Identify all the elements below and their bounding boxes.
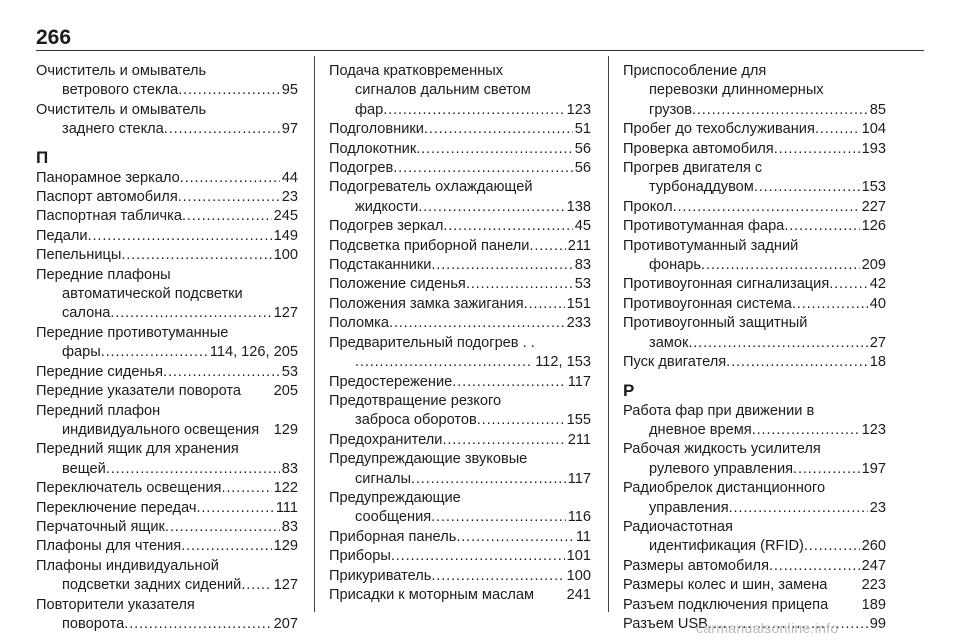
dot-leader: [769, 557, 860, 576]
index-entry: [36, 440, 298, 479]
index-entry-text: подсветки задних сидений: [62, 577, 242, 594]
index-entry-text: Очиститель и омыватель: [36, 101, 207, 118]
index-entry-text: Переключение передач: [36, 499, 197, 516]
index-entry-text: Подсветка приборной панели: [329, 237, 530, 254]
dot-leader: [477, 411, 565, 430]
index-entry: [623, 140, 886, 159]
index-page-ref: 209: [861, 257, 886, 274]
index-entry-text: Передний плафон: [36, 402, 161, 419]
index-page-ref: 51: [574, 121, 591, 138]
header-rule: [36, 50, 924, 51]
index-entry: [329, 140, 591, 159]
index-entry-text: Предохранители: [329, 431, 443, 448]
index-entry-text: Плафоны для чтения: [36, 538, 182, 555]
index-entry: [36, 246, 298, 265]
index-entry: [623, 557, 886, 576]
index-entry: [329, 237, 591, 256]
index-entry-text: фары: [62, 344, 101, 361]
index-entry: [329, 392, 591, 431]
index-entry-text: ветрового стекла: [62, 82, 179, 99]
index-page-ref: 104: [861, 121, 886, 138]
dot-leader: [793, 460, 860, 479]
index-page-ref: 207: [273, 615, 298, 632]
index-entry-text: Приборы: [329, 548, 391, 565]
index-entry-text: Очиститель и омыватель: [36, 63, 207, 79]
dot-leader: [443, 217, 572, 236]
index-entry: [329, 567, 591, 586]
index-entry: [623, 402, 886, 441]
index-entry-text: Предварительный подогрев . .: [329, 334, 535, 351]
dot-leader: [774, 140, 860, 159]
index-page-ref: 100: [566, 567, 591, 584]
dot-leader: [442, 431, 565, 450]
index-entry-text: сигналы: [355, 470, 411, 487]
index-entry: [623, 518, 886, 557]
index-entry-text: Прикуриватель: [329, 567, 432, 584]
index-entry-text: замок: [649, 334, 689, 351]
dot-leader: [452, 373, 565, 392]
index-page-ref: 149: [273, 227, 298, 244]
index-page-ref: 56: [574, 160, 591, 177]
index-page-ref: 11: [575, 528, 591, 545]
index-page-ref: 211: [567, 431, 591, 448]
index-entry: [623, 275, 886, 294]
index-page-ref: 99: [869, 615, 886, 632]
index-entry: [329, 295, 591, 314]
index-entry: [329, 275, 591, 294]
dot-leader: [196, 499, 273, 518]
index-page-ref: 114, 126, 205: [209, 344, 298, 361]
index-entry-text: поворота: [62, 615, 125, 632]
index-entry-text: Противотуманная фара: [623, 218, 785, 235]
index-entry-text: Размеры автомобиля: [623, 557, 769, 574]
index-page-ref: 112, 153: [535, 354, 591, 371]
index-entry-text: Передние указатели поворота: [36, 383, 242, 400]
index-page-ref: 101: [566, 548, 591, 565]
index-entry-text: Переключатель освещения: [36, 480, 222, 497]
index-page-ref: 117: [567, 373, 591, 390]
index-page-ref: 138: [566, 198, 591, 215]
index-entry-text: Пепельницы: [36, 247, 122, 264]
index-entry-text: Предупреждающие: [329, 489, 461, 506]
index-entry-text: Предостережение: [329, 373, 453, 390]
index-page-ref: 127: [273, 577, 298, 594]
column-divider: [608, 56, 609, 612]
index-page-ref: 260: [861, 538, 886, 555]
dot-leader: [424, 120, 573, 139]
index-entry: [36, 188, 298, 207]
index-entry-text: салона: [62, 305, 111, 322]
index-page-ref: 153: [861, 179, 886, 196]
index-page-ref: 53: [281, 363, 298, 380]
index-entry-text: Приборная панель: [329, 528, 457, 545]
dot-leader: [524, 295, 565, 314]
index-entry: [329, 256, 591, 275]
index-entry-text: Размеры колес и шин, замена: [623, 577, 828, 594]
index-entry: [623, 62, 886, 120]
index-page-ref: 83: [281, 460, 298, 477]
index-entry-text: Работа фар при движении в: [623, 402, 815, 419]
dot-leader: [692, 101, 868, 120]
index-page-ref: 85: [869, 101, 886, 118]
dot-leader: [165, 518, 280, 537]
index-page-ref: 205: [273, 383, 298, 400]
index-entry-text: Плафоны индивидуальной: [36, 557, 219, 574]
dot-leader: [815, 120, 860, 139]
index-page-ref: 155: [566, 412, 591, 429]
index-entry: [623, 159, 886, 198]
index-page-ref: 189: [861, 596, 886, 613]
dot-leader: [101, 343, 208, 362]
dot-leader: [726, 353, 868, 372]
index-entry-text: Рабочая жидкость усилителя: [623, 441, 821, 458]
index-page-ref: 245: [273, 208, 298, 225]
dot-leader: [182, 207, 272, 226]
index-entry: [623, 440, 886, 479]
index-page-ref: 126: [861, 218, 886, 235]
index-entry-text: Пуск двигателя: [623, 354, 727, 371]
dot-leader: [431, 508, 566, 527]
index-page-ref: 227: [861, 198, 886, 215]
index-column-3: [623, 62, 886, 634]
dot-leader: [416, 140, 573, 159]
index-entry-text: Противоугонная сигнализация: [623, 276, 830, 293]
index-entry-text: Присадки к моторным маслам: [329, 586, 535, 603]
dot-leader: [701, 256, 860, 275]
dot-leader: [124, 615, 271, 634]
dot-leader: [529, 237, 565, 256]
dot-leader: [163, 363, 280, 382]
index-page-ref: 211: [567, 237, 591, 254]
index-entry-text: Разъем USB: [623, 615, 708, 632]
dot-leader: [673, 198, 860, 217]
index-entry-text: Предупреждающие звуковые: [329, 451, 528, 468]
index-page-ref: 233: [566, 315, 591, 332]
index-entry: [36, 596, 298, 635]
index-entry: [36, 402, 298, 441]
index-entry-text: Повторители указателя: [36, 596, 195, 613]
dot-leader: [411, 470, 566, 489]
page-number: 266: [36, 26, 72, 49]
dot-leader: [241, 576, 271, 595]
index-entry: [329, 547, 591, 566]
index-entry-text: Паспорт автомобиля: [36, 189, 178, 206]
index-page-ref: 97: [281, 121, 298, 138]
dot-leader: [456, 528, 574, 547]
index-page-ref: 197: [861, 460, 886, 477]
index-entry: [329, 217, 591, 236]
index-entry: [329, 178, 591, 217]
dot-leader: [181, 537, 271, 556]
dot-leader: [391, 547, 565, 566]
dot-leader: [106, 460, 280, 479]
index-entry-text: Подголовники: [329, 121, 424, 138]
dot-leader: [180, 169, 280, 188]
index-letter-heading: П: [36, 147, 49, 167]
index-page-ref: 123: [566, 101, 591, 118]
index-entry-text: сообщения: [355, 509, 432, 526]
index-entry: [329, 334, 591, 373]
index-entry: [36, 169, 298, 188]
index-entry-text: Передние плафоны: [36, 266, 171, 283]
index-entry-text: рулевого управления: [649, 460, 794, 477]
index-entry: [329, 120, 591, 139]
index-entry: [36, 227, 298, 246]
index-entry-text: фонарь: [649, 257, 702, 274]
index-entry-text: заброса оборотов: [355, 412, 477, 429]
dot-leader: [431, 256, 572, 275]
index-entry-text: Положения замка зажигания: [329, 295, 524, 312]
index-entry-text: Подлокотник: [329, 140, 417, 157]
index-page-ref: 23: [869, 499, 886, 516]
dot-leader: [389, 314, 565, 333]
index-entry: [36, 324, 298, 363]
index-entry: [36, 62, 298, 101]
index-entry: [329, 586, 591, 605]
watermark: carmanualsonline.info: [696, 620, 839, 636]
index-entry-text: Поломка: [329, 315, 389, 332]
index-entry: [623, 596, 886, 615]
column-divider: [314, 56, 315, 612]
index-entry-text: Панорамное зеркало: [36, 169, 180, 186]
index-entry: [36, 479, 298, 498]
index-entry-text: Противоугонная система: [623, 295, 792, 312]
index-entry-text: вещей: [62, 460, 106, 477]
index-entry-text: Радиобрелок дистанционного: [623, 480, 826, 497]
index-column-2: [329, 62, 591, 605]
index-page-ref: 83: [574, 257, 591, 274]
index-entry: [329, 489, 591, 528]
index-entry: [36, 101, 298, 140]
index-page-ref: 45: [574, 218, 591, 235]
index-entry-text: Предотвращение резкого: [329, 392, 502, 409]
index-entry-text: Передние противотуманные: [36, 324, 229, 341]
index-page-ref: 111: [275, 499, 298, 516]
index-entry-text: Проверка автомобиля: [623, 140, 774, 157]
index-entry-text: заднего стекла: [62, 121, 164, 138]
index-page-ref: 117: [567, 470, 591, 487]
index-entry-text: Противотуманный задний: [623, 237, 799, 254]
index-entry-text: Разъем подключения прицепа: [623, 596, 829, 613]
dot-leader: [792, 295, 868, 314]
index-entry-text: Подогрев: [329, 160, 394, 177]
index-page-ref: 53: [574, 276, 591, 293]
index-entry: [623, 314, 886, 353]
index-entry: [36, 557, 298, 596]
index-page-ref: 241: [566, 586, 591, 603]
index-entry-text: автоматической подсветки: [62, 286, 243, 303]
index-entry-text: грузов: [649, 101, 692, 118]
index-entry: [623, 295, 886, 314]
index-entry-text: жидкости: [355, 198, 419, 215]
index-page-ref: 40: [869, 295, 886, 312]
index-page-ref: 83: [281, 518, 298, 535]
index-entry-text: управления: [649, 499, 729, 516]
dot-leader: [393, 159, 573, 178]
index-page-ref: 44: [281, 169, 298, 186]
index-entry: [36, 537, 298, 556]
index-entry-text: Подстаканники: [329, 257, 432, 274]
index-entry-text: дневное время: [649, 421, 752, 438]
index-entry: [623, 479, 886, 518]
index-page-ref: 122: [273, 480, 298, 497]
index-entry: [36, 266, 298, 324]
index-entry-text: Приспособление для: [623, 63, 767, 79]
dot-leader: [418, 198, 564, 217]
index-page-ref: 42: [869, 276, 886, 293]
index-column-1: [36, 62, 298, 634]
index-page-ref: 127: [273, 305, 298, 322]
dot-leader: [221, 479, 271, 498]
index-page-ref: 129: [273, 421, 298, 438]
dot-leader: [804, 537, 860, 556]
index-page-ref: 23: [281, 189, 298, 206]
index-page-ref: 116: [567, 509, 591, 526]
index-entry-text: перевозки длинномерных: [649, 82, 824, 99]
index-entry: [329, 373, 591, 392]
index-entry-text: Педали: [36, 227, 88, 244]
dot-leader: [752, 421, 860, 440]
dot-leader: [178, 81, 280, 100]
index-entry-text: Подогрев зеркал: [329, 218, 444, 235]
index-entry-text: Пробег до техобслуживания: [623, 121, 815, 138]
index-page-ref: 129: [273, 538, 298, 555]
index-page-ref: 18: [869, 354, 886, 371]
index-entry-text: Прогрев двигателя с: [623, 160, 763, 177]
dot-leader: [754, 178, 860, 197]
index-page-ref: 27: [869, 334, 886, 351]
index-entry-text: Подача кратковременных: [329, 63, 504, 79]
index-entry-text: Передний ящик для хранения: [36, 441, 239, 458]
dot-leader: [164, 120, 280, 139]
index-page-ref: 151: [566, 295, 591, 312]
dot-leader: [121, 246, 271, 265]
index-entry: [36, 207, 298, 226]
dot-leader: [688, 334, 867, 353]
index-entry-text: фар: [355, 101, 384, 118]
index-entry-text: Паспортная табличка: [36, 208, 182, 225]
dot-leader: [431, 567, 564, 586]
index-letter-heading: Р: [623, 380, 635, 400]
index-entry: [623, 217, 886, 236]
dot-leader: [178, 188, 280, 207]
index-entry-text: индивидуального освещения: [62, 421, 260, 438]
index-entry: [329, 431, 591, 450]
dot-leader: [355, 353, 533, 372]
index-page-ref: 193: [861, 140, 886, 157]
index-entry-text: сигналов дальним светом: [355, 82, 531, 99]
dot-leader: [88, 227, 272, 246]
index-entry: [623, 120, 886, 139]
index-page-ref: 123: [861, 421, 886, 438]
index-entry: [329, 450, 591, 489]
index-entry: [329, 528, 591, 547]
index-entry: [623, 353, 886, 372]
index-entry: [329, 62, 591, 120]
index-entry: [329, 314, 591, 333]
index-entry-text: турбонаддувом: [649, 179, 754, 196]
index-entry-text: идентификация (RFID): [649, 538, 804, 555]
index-entry: [623, 198, 886, 217]
index-entry-text: Перчаточный ящик: [36, 518, 165, 535]
index-entry: [623, 576, 886, 595]
index-entry-text: Положение сиденья: [329, 276, 466, 293]
index-page-ref: 223: [861, 577, 886, 594]
index-entry: [36, 363, 298, 382]
dot-leader: [784, 217, 859, 236]
index-entry: [329, 159, 591, 178]
index-entry-text: Передние сиденья: [36, 363, 164, 380]
index-entry-text: Радиочастотная: [623, 518, 733, 535]
dot-leader: [829, 275, 868, 294]
index-entry-text: Прокол: [623, 198, 673, 215]
dot-leader: [729, 499, 868, 518]
index-page-ref: 95: [281, 82, 298, 99]
index-entry: [36, 518, 298, 537]
index-page-ref: 247: [861, 557, 886, 574]
index-page-ref: 100: [273, 247, 298, 264]
dot-leader: [110, 304, 271, 323]
index-entry-text: Подогреватель охлаждающей: [329, 179, 533, 196]
index-entry: [36, 499, 298, 518]
dot-leader: [383, 101, 564, 120]
index-entry: [36, 382, 298, 401]
index-page-ref: 56: [574, 140, 591, 157]
dot-leader: [466, 275, 573, 294]
index-entry-text: Противоугонный защитный: [623, 315, 808, 332]
index-entry: [623, 237, 886, 276]
